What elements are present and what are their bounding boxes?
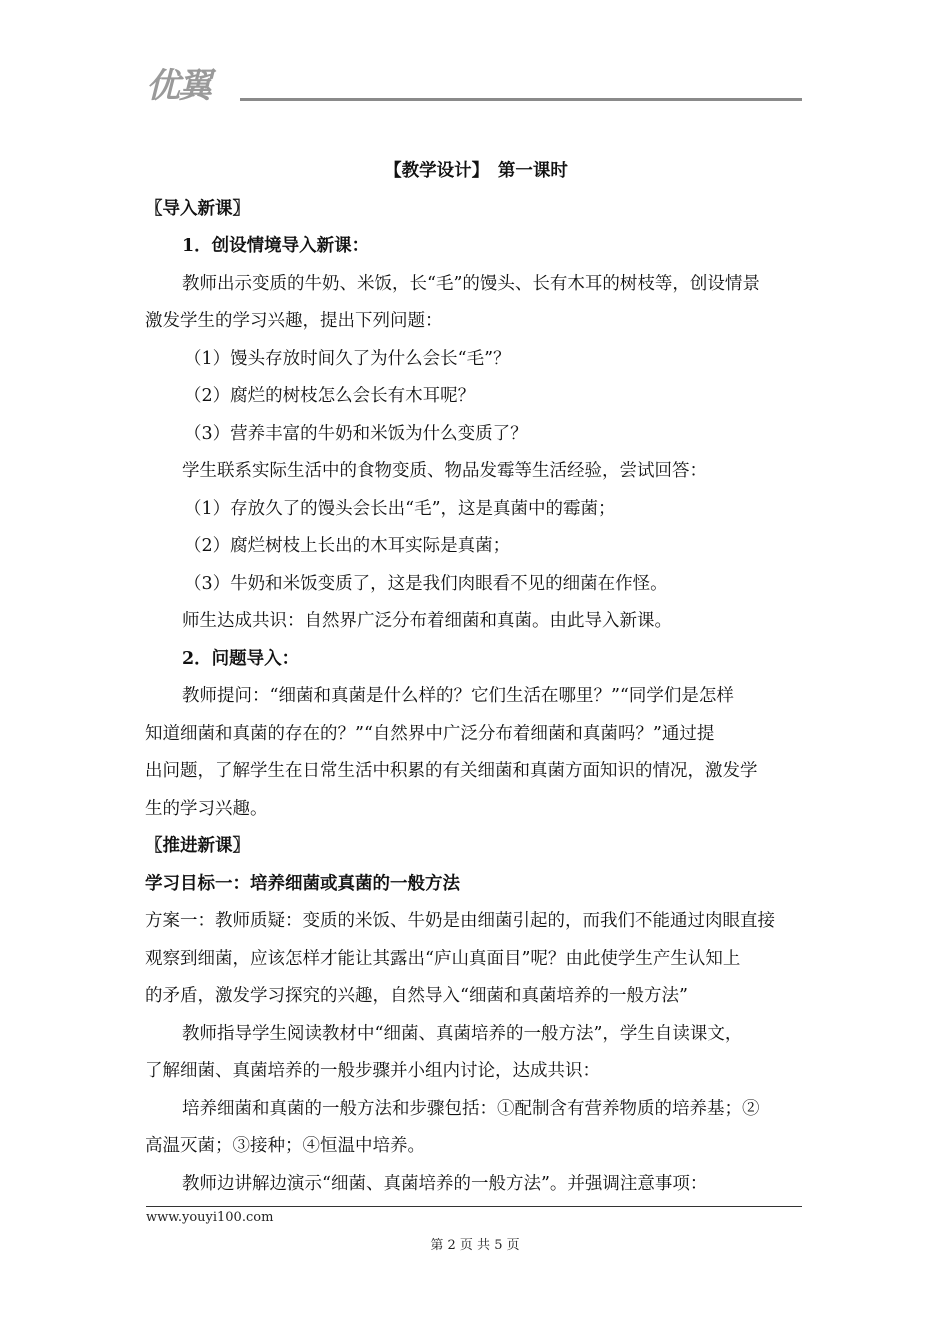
text-line: 教师出示变质的牛奶、米饭，长“毛”的馒头、长有木耳的树枝等，创设情景 (182, 273, 760, 294)
section-heading: 〖导入新课〗 (145, 198, 250, 219)
text-line: 了解细菌、真菌培养的一般步骤并小组内讨论，达成共识： (145, 1061, 600, 1081)
text-line: （3）营养丰富的牛奶和米饭为什么变质了？ (184, 423, 528, 444)
text-line: 教师指导学生阅读教材中“细菌、真菌培养的一般方法”，学生自读课文， (182, 1023, 743, 1044)
footer-website[interactable]: www.youyi100.com (146, 1210, 274, 1225)
text-line: 方案一：教师质疑：变质的米饭、牛奶是由细菌引起的，而我们不能通过肉眼直接 (145, 911, 775, 931)
text-line: （1）存放久了的馒头会长出“毛”，这是真菌中的霉菌； (184, 498, 616, 519)
paragraph-lines (145, 191, 807, 1204)
text-line: 学生联系实际生活中的食物变质、物品发霉等生活经验，尝试回答： (182, 461, 707, 481)
page-title: 【教学设计】 第一课时 (384, 161, 568, 181)
page-number: 第 2 页 共 5 页 (430, 1238, 520, 1253)
document-body (145, 153, 807, 1203)
section-heading: 学习目标一：培养细菌或真菌的一般方法 (145, 873, 460, 894)
logo: 优翼 (146, 66, 210, 106)
text-line: 观察到细菌，应该怎样才能让其露出“庐山真面目”呢？由此使学生产生认知上 (145, 948, 741, 969)
text-line: 教师边讲解边演示“细菌、真菌培养的一般方法”。并强调注意事项： (182, 1173, 708, 1194)
text-line: 培养细菌和真菌的一般方法和步骤包括：①配制含有营养物质的培养基；② (182, 1098, 760, 1119)
text-line: 教师提问：“细菌和真菌是什么样的？它们生活在哪里？”“同学们是怎样 (182, 686, 734, 706)
text-line: （2）腐烂的树枝怎么会长有木耳呢？ (184, 386, 476, 406)
text-line: 高温灭菌；③接种；④恒温中培养。 (145, 1136, 425, 1156)
header-divider (240, 98, 802, 101)
text-line: 知道细菌和真菌的存在的？”“自然界中广泛分布着细菌和真菌吗？”通过提 (145, 723, 715, 744)
section-heading: 〖推进新课〗 (145, 836, 250, 856)
text-line: 的矛盾，激发学习探究的兴趣，自然导入“细菌和真菌培养的一般方法” (145, 986, 688, 1006)
text-line: 出问题，了解学生在日常生活中积累的有关细菌和真菌方面知识的情况，激发学 (145, 761, 758, 781)
text-line: 激发学生的学习兴趣，提出下列问题： (145, 311, 443, 331)
text-line: （3）牛奶和米饭变质了，这是我们肉眼看不见的细菌在作怪。 (184, 573, 668, 594)
footer-divider (146, 1206, 802, 1207)
text-line: 师生达成共识：自然界广泛分布着细菌和真菌。由此导入新课。 (182, 611, 672, 631)
text-line: （2）腐烂树枝上长出的木耳实际是真菌； (184, 536, 511, 556)
text-line: （1）馒头存放时间久了为什么会长“毛”？ (184, 348, 511, 369)
section-heading: 1．创设情境导入新课： (182, 236, 370, 256)
text-line: 生的学习兴趣。 (145, 798, 268, 819)
section-heading: 2．问题导入： (182, 648, 300, 669)
